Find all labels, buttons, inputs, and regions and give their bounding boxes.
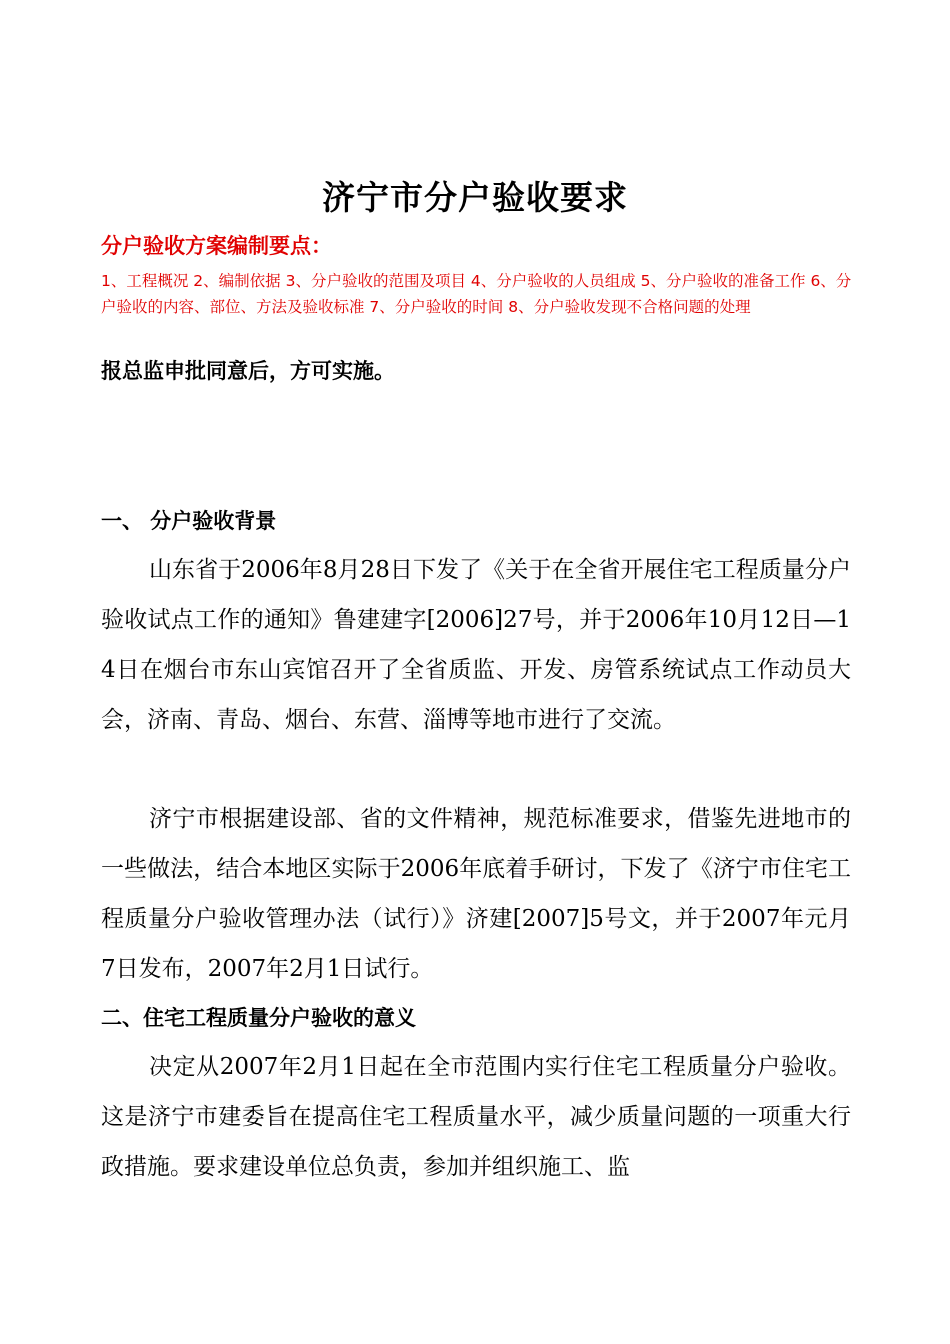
section-heading-background: 一、 分户验收背景 [101,509,277,533]
document-title: 济宁市分户验收要求 [322,178,628,217]
paragraph: 决定从2007年2月1日起在全市范围内实行住宅工程质量分户验收。这是济宁市建委旨在提高住宅工程质量水平，减少质量问题的一项重大行政措施。要求建设单位总负责，参加并组织施工、监 [101,1054,851,1180]
section-heading-significance: 二、住宅工程质量分户验收的意义 [101,1006,416,1030]
approval-note: 报总监申批同意后，方可实施。 [101,359,395,383]
paragraph: 济宁市根据建设部、省的文件精神，规范标准要求，借鉴先进地市的一些做法，结合本地区实际于2006年底着手研讨，下发了《济宁市住宅工程质量分户验收管理办法（试行）》济建[2007]5号文，并于2007年元月7日发布，2007年2月1日试行。 [101,806,851,982]
paragraph: 山东省于2006年8月28日下发了《关于在全省开展住宅工程质量分户验收试点工作的通知》鲁建建字[2006]27号，并于2006年10月12日—14日在烟台市东山宾馆召开了全省质监、开发、房管系统试点工作动员大会，济南、青岛、烟台、东营、淄博等地市进行了交流。 [101,557,851,733]
plan-heading: 分户验收方案编制要点： [101,234,332,258]
plan-items: 1、工程概况 2、编制依据 3、分户验收的范围及项目 4、分户验收的人员组成 5、分户验收的准备工作 6、分户验收的内容、部位、方法及验收标准 7、分户验收的时间 8、分户验收发现不合格问题的处理 [101,272,852,316]
